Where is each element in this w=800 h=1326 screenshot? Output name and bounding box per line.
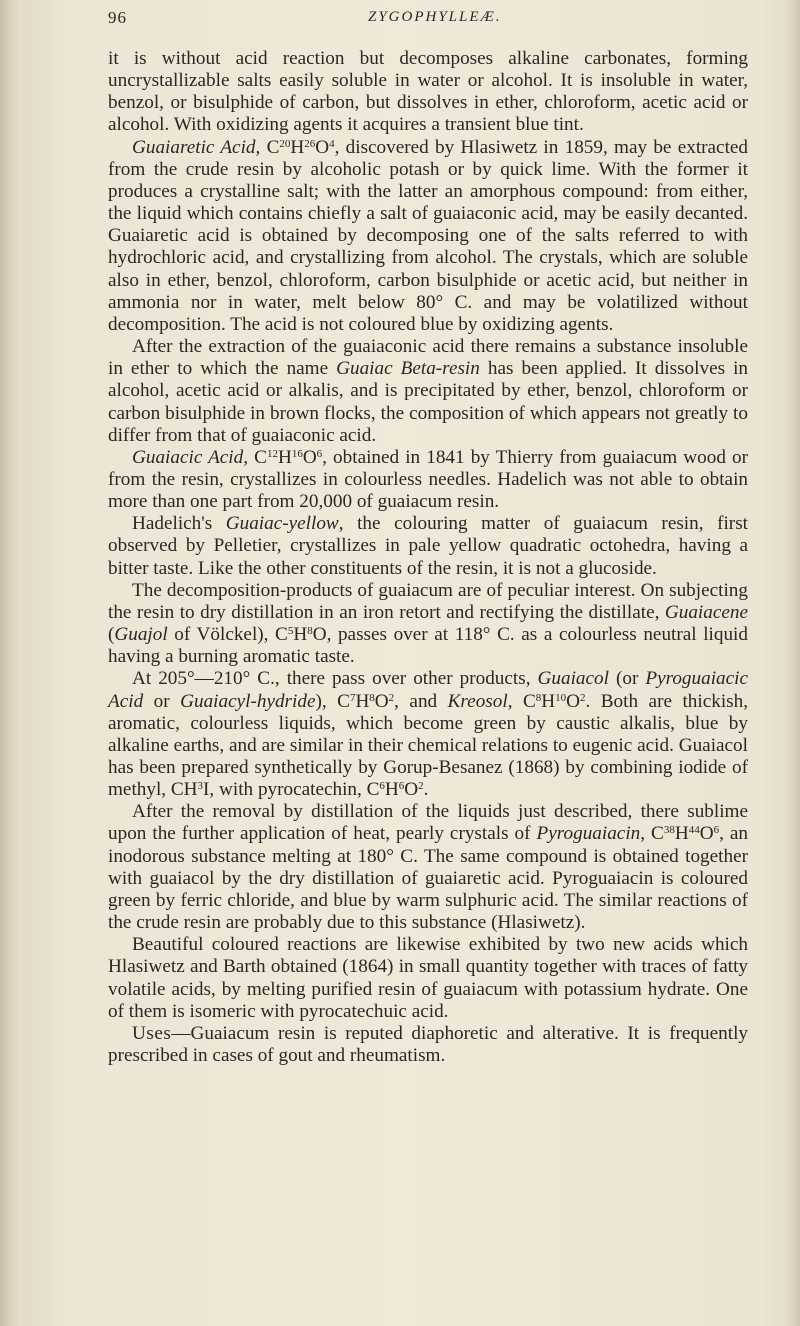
term: Guaiac-yellow	[225, 513, 339, 535]
paragraph-beta-resin: After the extraction of the guaiaconic acid there remains a substance insoluble in ether to which the name Guaiac Beta-resin has been applied. It dissolves in alcohol, acetic acid or alkalis, and is precipitated by ether, benzol, chloroform or carbon bisulphide in brown flocks, the composition of which appears not greatly to differ from that of guaiaconic acid.	[108, 336, 748, 446]
running-head: ZYGOPHYLLEÆ.	[368, 9, 502, 25]
paragraph-guaiaretic-acid: Guaiaretic Acid, $C^{20}H^{26}O^4$, discovered by Hlasiwetz in 1859, may be extracted from the crude resin by alcoholic potash or by quick lime. With the former it produces a crystalline salt; with the latter an amorphous compound: from either, the liquid which contains chiefly a salt of guaiaconic acid, may be easily decanted. Guaiaretic acid is obtained by decomposing one of the salts referred to with hydrochloric acid, and crystallizing from alcohol. The crystals, which are soluble also in ether, benzol, chloroform, carbon bisulphide or acetic acid, but neither in ammonia nor in water, melt below 80° C. and may be volatilized without decomposition. The acid is not coloured blue by oxidizing agents.	[108, 136, 749, 335]
paragraph-decomposition-products: The decomposition-products of guaiacum are of peculiar interest. On subjecting the resin to dry distillation in an iron retort and rectifying the distillate, Guaiacene (Guajol of Völckel), $C^5H^8O$, passes over at 118° C. as a colourless neutral liquid having a burning aromatic taste.	[108, 579, 748, 668]
term: Guaiacyl-hydride	[180, 690, 316, 712]
term-heading: Guaiacic Acid,	[132, 446, 249, 468]
paragraph-new-acids: Beautiful coloured reactions are likewise exhibited by two new acids which Hlasiwetz and Barth obtained (1864) in small quantity together with traces of fatty volatile acids, by melting purified resin of guaiacum with potassium hydrate. One of them is isomeric with pyrocatechuic acid.	[108, 934, 748, 1022]
paragraph-pyroguaiacin: After the removal by distillation of the liquids just described, there sublime upon the further application of heat, pearly crystals of Pyroguaiacin, $C^{38}H^{44}O^6$, an inodorous substance melting at 180° C. The same compound is obtained together with guaiacol by the dry distillation of guaiaretic acid. Pyroguaiacin is coloured green by ferric chloride, and blue by warm sulphuric acid. The similar reactions of the crude resin are probably due to this substance (Hlasiwetz).	[108, 801, 748, 934]
paragraph-uses: Uses—Guaiacum resin is reputed diaphoretic and alterative. It is frequently prescribed in cases of gout and rheumatism.	[108, 1022, 748, 1067]
term: Guajol	[114, 624, 168, 646]
term: Kreosol	[447, 690, 508, 712]
term-heading: Guaiaretic Acid,	[132, 136, 261, 158]
page-header	[108, 8, 748, 34]
page-number: 96	[108, 8, 127, 27]
term: Guaiacol	[537, 668, 609, 690]
paragraph-guaiacol: At 205°—210° C., there pass over other products, Guaiacol (or Pyroguaiacic Acid or Guaiacyl-hydride), $C^7H^8O^2$, and Kreosol, $C^8H^{10}O^2$. Both are thickish, aromatic, colourless liquids, which become green by caustic alkalis, blue by alkaline earths, and are similar in their chemical relations to eugenic acid. Guaiacol has been prepared synthetically by Gorup-Besanez (1868) by combining iodide of methyl, $CH^3I$, with pyrocatechin, $C^6H^6O^2$.	[108, 668, 749, 801]
binding-gutter	[0, 0, 22, 1326]
paragraph-guaiac-yellow: Hadelich's Guaiac-yellow, the colouring matter of guaiacum resin, first observed by Pelletier, crystallizes in pale yellow quadratic octohedra, having a bitter taste. Like the other constituents of the resin, it is not a glucoside.	[108, 513, 748, 579]
page-edge-shadow	[786, 0, 800, 1326]
term-heading: Uses	[132, 1022, 172, 1044]
term: Guaiacene	[664, 601, 748, 623]
term: Pyroguaiacin	[536, 823, 641, 845]
paragraph: it is without acid reaction but decomposes alkaline carbonates, forming uncrystallizable salts easily soluble in water or alcohol. It is insoluble in water, benzol, or bisulphide of carbon, but dissolves in ether, chloroform, acetic acid or alcohol. With oxidizing agents it acquires a transient blue tint.	[108, 48, 748, 136]
page-body	[108, 48, 748, 1067]
term: Pyroguaiacic Acid	[108, 668, 748, 712]
paragraph-guaiacic-acid: Guaiacic Acid, $C^{12}H^{16}O^6$, obtained in 1841 by Thierry from guaiacum wood or from the resin, crystallizes in colourless needles. Hadelich was not able to obtain more than one part from 20,000 of guaiacum resin.	[108, 446, 749, 513]
term: Guaiac Beta-resin	[336, 358, 480, 380]
